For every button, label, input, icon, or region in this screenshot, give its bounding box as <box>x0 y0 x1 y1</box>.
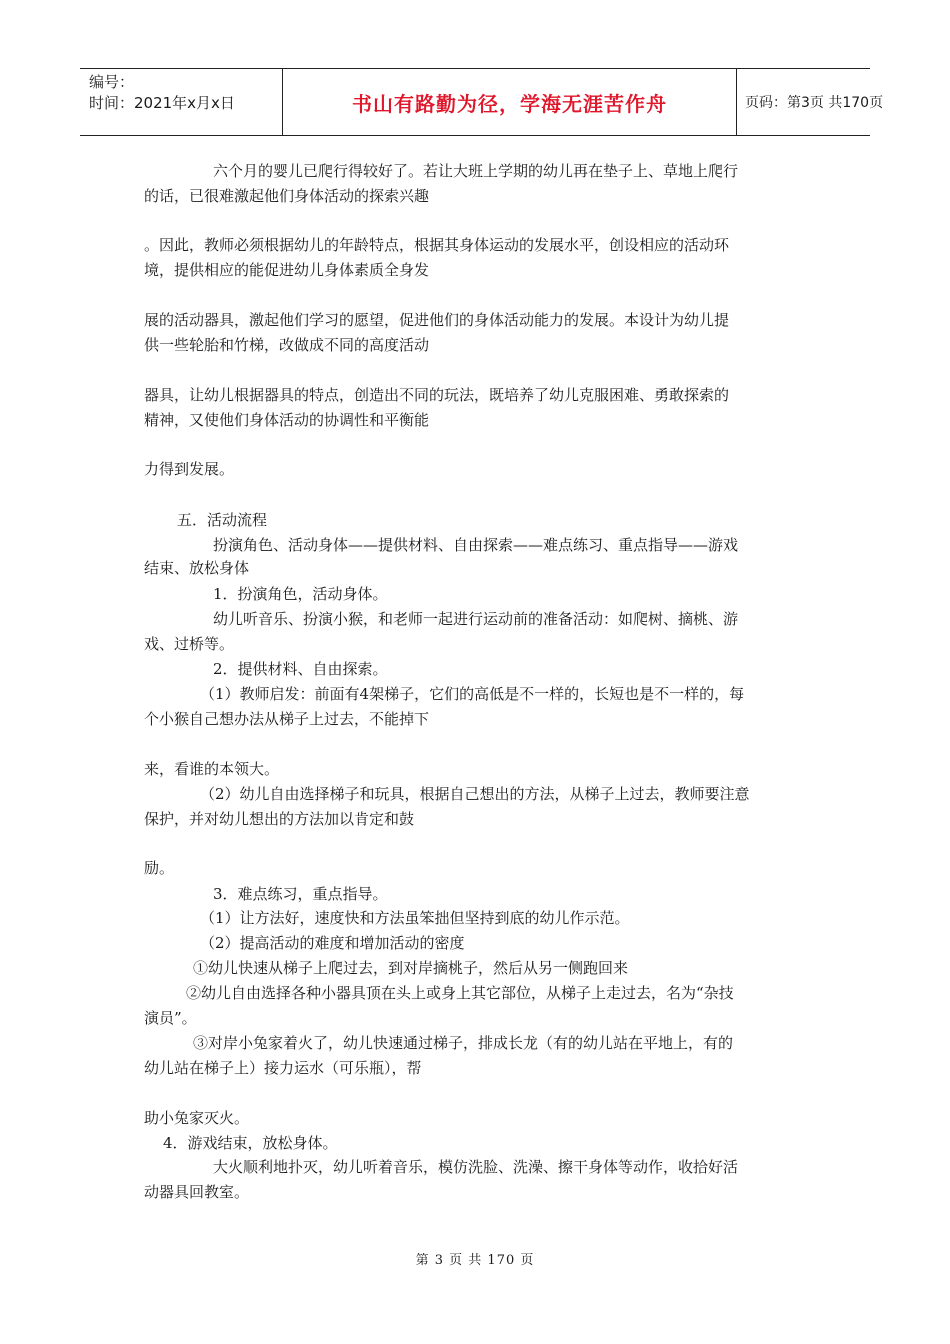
body-line: （1）让方法好，速度快和方法虽笨拙但坚持到底的幼儿作示范。 <box>200 909 630 927</box>
page-footer: 第 3 页 共 170 页 <box>415 1253 535 1268</box>
header-info-cell <box>80 69 283 135</box>
body-line: 大火顺利地扑灭，幼儿听着音乐，模仿洗脸、洗澡、擦干身体等动作，收拾好活 <box>213 1158 739 1176</box>
body-line: ③对岸小兔家着火了，幼儿快速通过梯子，排成长龙（有的幼儿站在平地上，有的 <box>193 1034 734 1052</box>
body-line: 力得到发展。 <box>144 460 235 478</box>
body-line: 助小兔家灭火。 <box>144 1109 250 1127</box>
body-line: 个小猴自己想办法从梯子上过去，不能掉下 <box>144 710 430 728</box>
body-line: 。因此，教师必须根据幼儿的年龄特点，根据其身体运动的发展水平，创设相应的活动环 <box>144 236 730 254</box>
body-line: ①幼儿快速从梯子上爬过去，到对岸摘桃子，然后从另一侧跑回来 <box>193 959 629 977</box>
header-motto-cell <box>283 69 737 135</box>
body-line: 幼儿站在梯子上）接力运水（可乐瓶），帮 <box>144 1059 422 1077</box>
number-label: 编号： <box>89 73 135 91</box>
document-header <box>80 68 884 136</box>
motto-text: 书山有路勤为径，学海无涯苦作舟 <box>352 91 667 116</box>
section-heading: 五．活动流程 <box>177 511 268 529</box>
body-line: ②幼儿自由选择各种小器具顶在头上或身上其它部位，从梯子上走过去，名为“杂技 <box>186 984 734 1002</box>
step-heading: 2．提供材料、自由探索。 <box>213 660 388 678</box>
page-label: 页码：第3页 共170页 <box>745 95 884 111</box>
body-line: 扮演角色、活动身体——提供材料、自由探索——难点练习、重点指导——游戏 <box>213 536 739 554</box>
body-line: 励。 <box>144 859 175 877</box>
date-label: 时间：2021年x月x日 <box>89 94 235 112</box>
body-line: 戏、过桥等。 <box>144 635 235 653</box>
body-line: 演员”。 <box>144 1009 197 1027</box>
body-line: 幼儿听音乐、扮演小猴，和老师一起进行运动前的准备活动：如爬树、摘桃、游 <box>213 610 739 628</box>
body-line: （2）幼儿自由选择梯子和玩具，根据自己想出的方法，从梯子上过去，教师要注意 <box>200 785 750 803</box>
body-line: 保护，并对幼儿想出的方法加以肯定和鼓 <box>144 810 415 828</box>
body-line: （2）提高活动的难度和增加活动的密度 <box>200 934 465 952</box>
body-line: 的话，已很难激起他们身体活动的探索兴趣 <box>144 187 430 205</box>
body-line: 来，看谁的本领大。 <box>144 760 280 778</box>
body-line: （1）教师启发：前面有4架梯子，它们的高低是不一样的，长短也是不一样的，每 <box>200 685 745 703</box>
body-line: 精神，又使他们身体活动的协调性和平衡能 <box>144 411 430 429</box>
body-line: 器具，让幼儿根据器具的特点，创造出不同的玩法，既培养了幼儿克服困难、勇敢探索的 <box>144 386 730 404</box>
body-line: 结束、放松身体 <box>144 559 250 577</box>
body-line: 供一些轮胎和竹梯，改做成不同的高度活动 <box>144 336 430 354</box>
step-heading: 3．难点练习，重点指导。 <box>213 885 388 903</box>
header-page-cell <box>737 69 884 135</box>
step-heading: 1．扮演角色，活动身体。 <box>213 585 388 603</box>
body-line: 六个月的婴儿已爬行得较好了。若让大班上学期的幼儿再在垫子上、草地上爬行 <box>213 162 739 180</box>
step-heading: 4．游戏结束，放松身体。 <box>163 1134 338 1152</box>
body-line: 展的活动器具，激起他们学习的愿望，促进他们的身体活动能力的发展。本设计为幼儿提 <box>144 311 730 329</box>
body-line: 动器具回教室。 <box>144 1183 250 1201</box>
body-line: 境，提供相应的能促进幼儿身体素质全身发 <box>144 261 430 279</box>
